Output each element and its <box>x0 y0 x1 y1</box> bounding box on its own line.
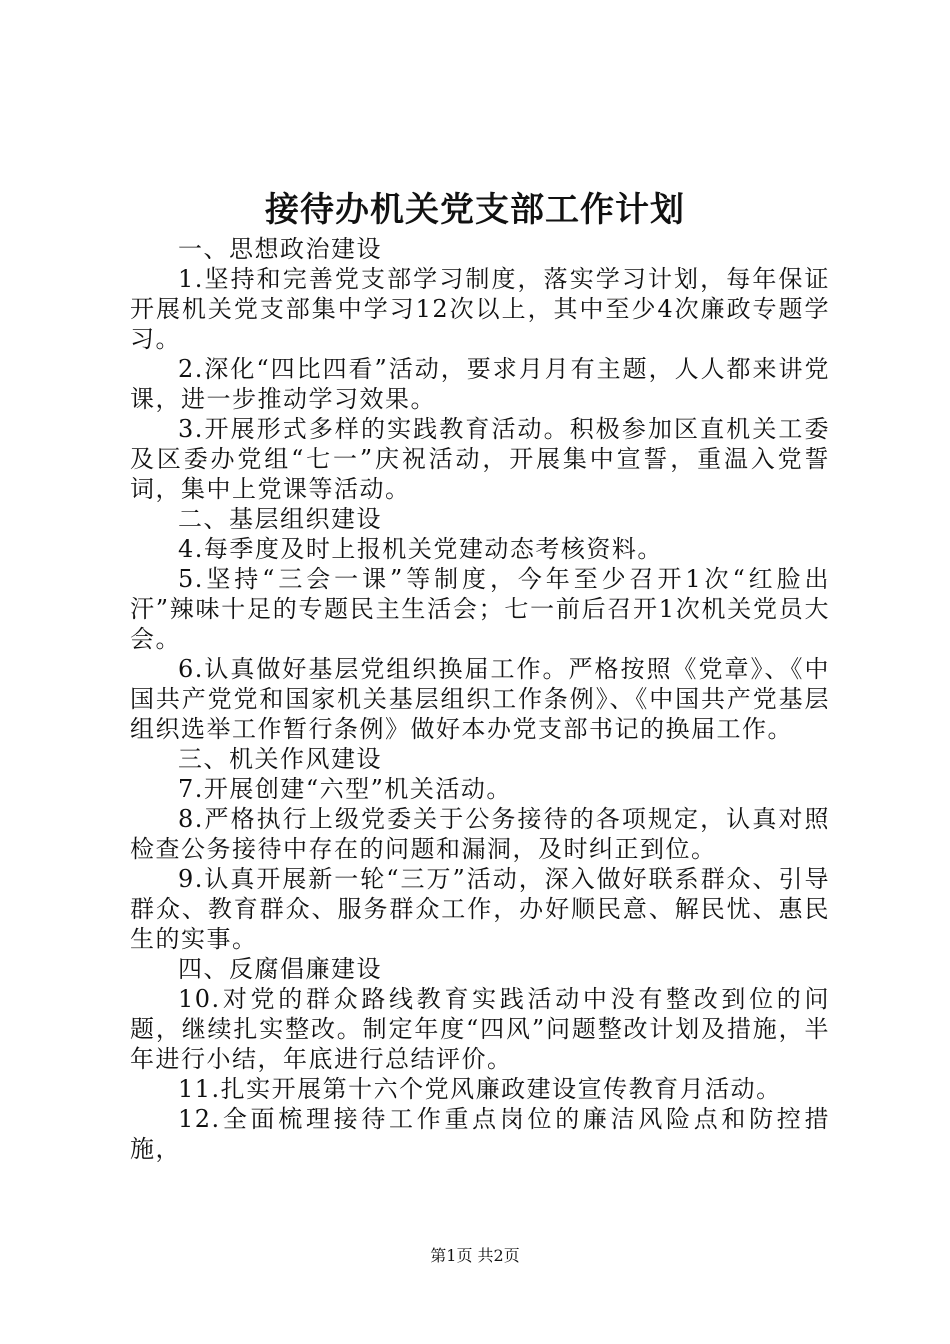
paragraph-item-3: 3.开展形式多样的实践教育活动。积极参加区直机关工委及区委办党组“七一”庆祝活动，开展集中宣誓，重温入党誓词，集中上党课等活动。 <box>130 415 830 503</box>
document-title: 接待办机关党支部工作计划 <box>265 190 685 230</box>
section-heading-2: 二、基层组织建设 <box>178 505 382 533</box>
paragraph-item-6: 6.认真做好基层党组织换届工作。严格按照《党章》、《中国共产党党和国家机关基层组织工作条例》、《中国共产党基层组织选举工作暂行条例》做好本办党支部书记的换届工作。 <box>130 655 830 743</box>
paragraph-item-1: 1.坚持和完善党支部学习制度，落实学习计划，每年保证开展机关党支部集中学习12次以上，其中至少4次廉政专题学习。 <box>130 265 830 353</box>
paragraph-item-10: 10.对党的群众路线教育实践活动中没有整改到位的问题，继续扎实整改。制定年度“四风”问题整改计划及措施，半年进行小结，年底进行总结评价。 <box>130 985 830 1073</box>
paragraph-item-8: 8.严格执行上级党委关于公务接待的各项规定，认真对照检查公务接待中存在的问题和漏洞，及时纠正到位。 <box>130 805 830 863</box>
paragraph-item-4: 4.每季度及时上报机关党建动态考核资料。 <box>178 535 663 563</box>
page-number-footer: 第1页 共2页 <box>430 1246 520 1265</box>
section-heading-1: 一、思想政治建设 <box>178 235 382 263</box>
section-heading-3: 三、机关作风建设 <box>178 745 382 773</box>
paragraph-item-12: 12.全面梳理接待工作重点岗位的廉洁风险点和防控措施， <box>130 1105 830 1163</box>
paragraph-item-5: 5.坚持“三会一课”等制度，今年至少召开1次“红脸出汗”辣味十足的专题民主生活会；七一前后召开1次机关党员大会。 <box>130 565 830 653</box>
paragraph-item-7: 7.开展创建“六型”机关活动。 <box>178 775 512 803</box>
paragraph-item-11: 11.扎实开展第十六个党风廉政建设宣传教育月活动。 <box>178 1075 782 1103</box>
paragraph-item-2: 2.深化“四比四看”活动，要求月月有主题，人人都来讲党课，进一步推动学习效果。 <box>130 355 830 413</box>
paragraph-item-9: 9.认真开展新一轮“三万”活动，深入做好联系群众、引导群众、教育群众、服务群众工作，办好顺民意、解民忧、惠民生的实事。 <box>130 865 830 953</box>
section-heading-4: 四、反腐倡廉建设 <box>178 955 382 983</box>
document-body <box>130 234 830 1164</box>
